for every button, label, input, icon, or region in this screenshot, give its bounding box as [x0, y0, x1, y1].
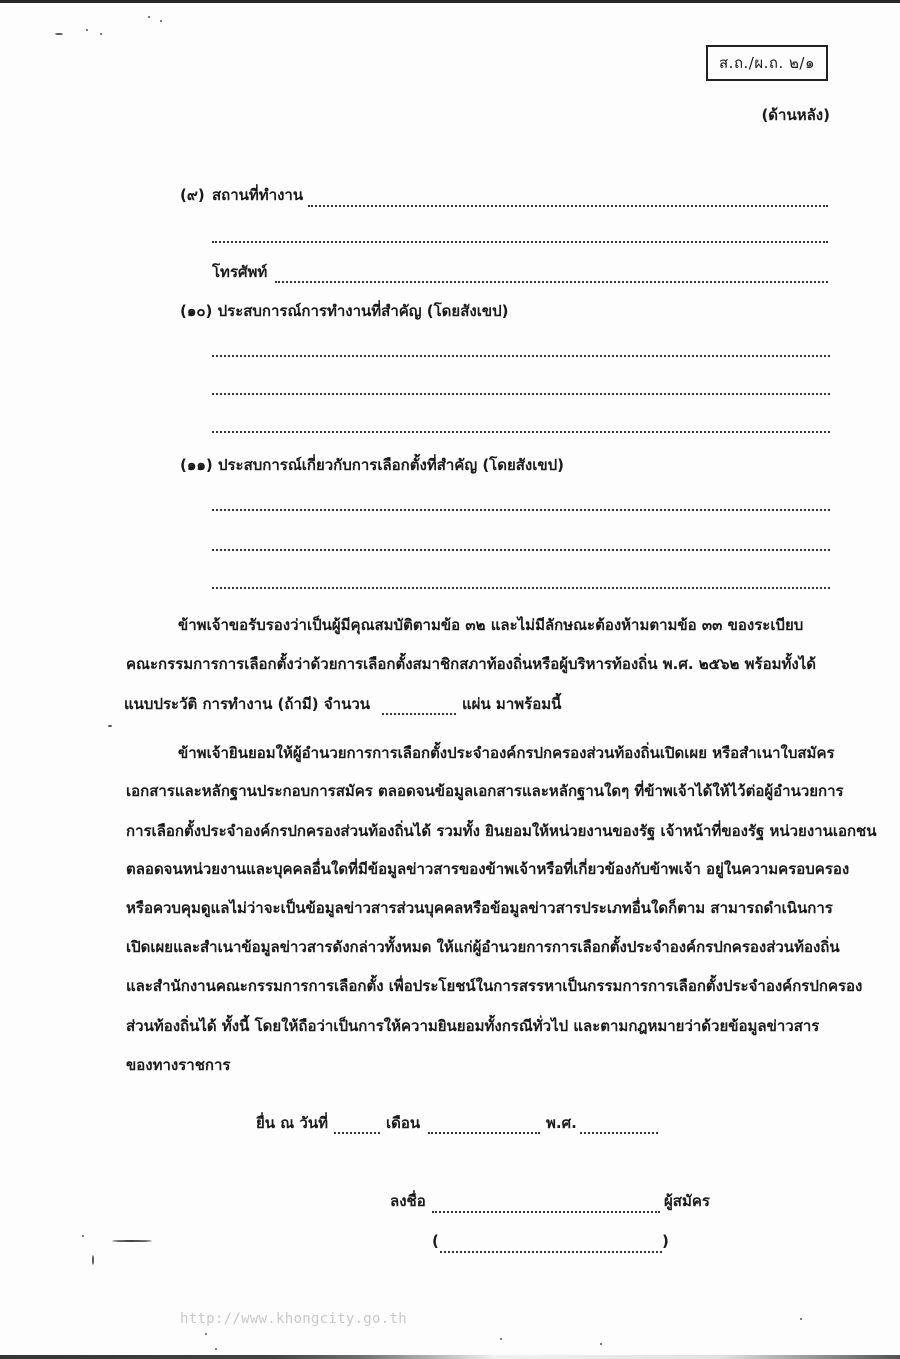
election-experience-line-1[interactable] [212, 493, 830, 511]
form-code-box: ส.ถ./ผ.ถ. ๒/๑ [706, 45, 828, 81]
certification-line-3-suffix: แผ่น มาพร้อมนี้ [462, 695, 562, 713]
open-paren: ( [432, 1232, 439, 1250]
scan-speck [100, 33, 102, 35]
work-experience-line-2[interactable] [212, 377, 830, 395]
consent-line-6: เปิดเผยและสำเนาข้อมูลข่าวสารดังกล่าวทั้งหมด ให้แก่ผู้อำนวยการการเลือกตั้งประจำองค์กรปกครองส่วนท้องถิ่น [126, 938, 840, 956]
scan-speck [160, 20, 162, 22]
close-paren: ) [662, 1232, 669, 1250]
scan-mark [92, 1255, 94, 1265]
printed-name-field[interactable] [440, 1235, 662, 1253]
year-label: พ.ศ. [546, 1114, 577, 1132]
signature-field[interactable] [432, 1195, 660, 1213]
consent-line-4: ตลอดจนหน่วยงานและบุคคลอื่นใดที่มีข้อมูลข่าวสารของข้าพเจ้าหรือที่เกี่ยวข้องกับข้าพเจ้า อยู่ในความครอบครอง [126, 860, 850, 878]
scan-speck [215, 1348, 217, 1350]
scan-mark [112, 1240, 152, 1242]
election-experience-line-2[interactable] [212, 533, 830, 551]
election-experience-line-3[interactable] [212, 571, 830, 589]
signature-label: ลงชื่อ [390, 1192, 426, 1210]
day-field[interactable] [334, 1116, 380, 1134]
consent-line-5: หรือควบคุมดูแลไม่ว่าจะเป็นข้อมูลข่าวสารส่วนบุคคลหรือข้อมูลข่าวสารประเภทอื่นใดก็ตาม สามารถดำเนินการ [126, 899, 833, 917]
month-field[interactable] [428, 1116, 540, 1134]
workplace-field[interactable] [308, 189, 828, 207]
work-experience-line-1[interactable] [212, 339, 830, 357]
scan-speck [600, 1343, 602, 1345]
consent-line-8: ส่วนท้องถิ่นได้ ทั้งนี้ โดยให้ถือว่าเป็นการให้ความยินยอมทั้งกรณีทั่วไป และตามกฎหมายว่าด้วยข้อมูลข่าวสาร [126, 1017, 820, 1035]
consent-line-9: ของทางราชการ [126, 1056, 231, 1074]
section9-number: (๙) [180, 186, 205, 204]
scan-edge [0, 1355, 900, 1359]
scan-speck [108, 725, 112, 727]
consent-line-7: และสำนักงานคณะกรรมการการเลือกตั้ง เพื่อประโยชน์ในการสรรหาเป็นกรรมการการเลือกตั้งประจำองค์กรปกครอง [126, 977, 863, 995]
workplace-field-line2[interactable] [212, 225, 828, 243]
scan-speck [55, 33, 63, 35]
attached-pages-count-field[interactable] [382, 697, 456, 715]
scan-speck [205, 1333, 207, 1335]
consent-line-1: ข้าพเจ้ายินยอมให้ผู้อำนวยการการเลือกตั้งประจำองค์กรปกครองส่วนท้องถิ่นเปิดเผย หรือสำเนาใบสมัคร [178, 744, 835, 762]
consent-line-2: เอกสารและหลักฐานประกอบการสมัคร ตลอดจนข้อมูลเอกสารและหลักฐานใดๆ ที่ข้าพเจ้าได้ให้ไว้ต่อผู้อำนวยการ [126, 782, 844, 800]
certification-line-1: ข้าพเจ้าขอรับรองว่าเป็นผู้มีคุณสมบัติตามข้อ ๓๒ และไม่มีลักษณะต้องห้ามตามข้อ ๓๓ ของระเบียบ [178, 616, 804, 634]
website-watermark: http://www.khongcity.go.th [180, 1311, 407, 1327]
phone-label: โทรศัพท์ [212, 263, 268, 281]
scan-speck [86, 29, 88, 31]
scan-speck [148, 16, 150, 18]
work-experience-line-3[interactable] [212, 415, 830, 433]
scan-speck [500, 1338, 502, 1340]
submission-date-label: ยื่น ณ วันที่ [256, 1114, 328, 1132]
back-side-label: (ด้านหลัง) [761, 106, 830, 124]
certification-line-3-prefix: แนบประวัติ การทำงาน (ถ้ามี) จำนวน [124, 695, 371, 713]
section11-heading: (๑๑) ประสบการณ์เกี่ยวกับการเลือกตั้งที่สำคัญ (โดยสังเขป) [180, 456, 565, 474]
section10-heading: (๑๐) ประสบการณ์การทำงานที่สำคัญ (โดยสังเขป) [180, 302, 509, 320]
phone-field[interactable] [275, 265, 828, 283]
month-label: เดือน [386, 1114, 421, 1132]
consent-line-3: การเลือกตั้งประจำองค์กรปกครองส่วนท้องถิ่นได้ รวมทั้ง ยินยอมให้หน่วยงานของรัฐ เจ้าหน้าที่ของรัฐ หน่วยงานเอกชน [126, 822, 877, 840]
workplace-label: สถานที่ทำงาน [212, 186, 304, 204]
certification-line-2: คณะกรรมการการเลือกตั้งว่าด้วยการเลือกตั้งสมาชิกสภาท้องถิ่นหรือผู้บริหารท้องถิ่น พ.ศ. ๒๕๖๒ พร้อมทั้งได้ [126, 655, 816, 673]
scan-speck [800, 1318, 802, 1320]
applicant-label: ผู้สมัคร [664, 1192, 710, 1210]
year-field[interactable] [580, 1116, 658, 1134]
scan-speck [82, 1235, 84, 1237]
